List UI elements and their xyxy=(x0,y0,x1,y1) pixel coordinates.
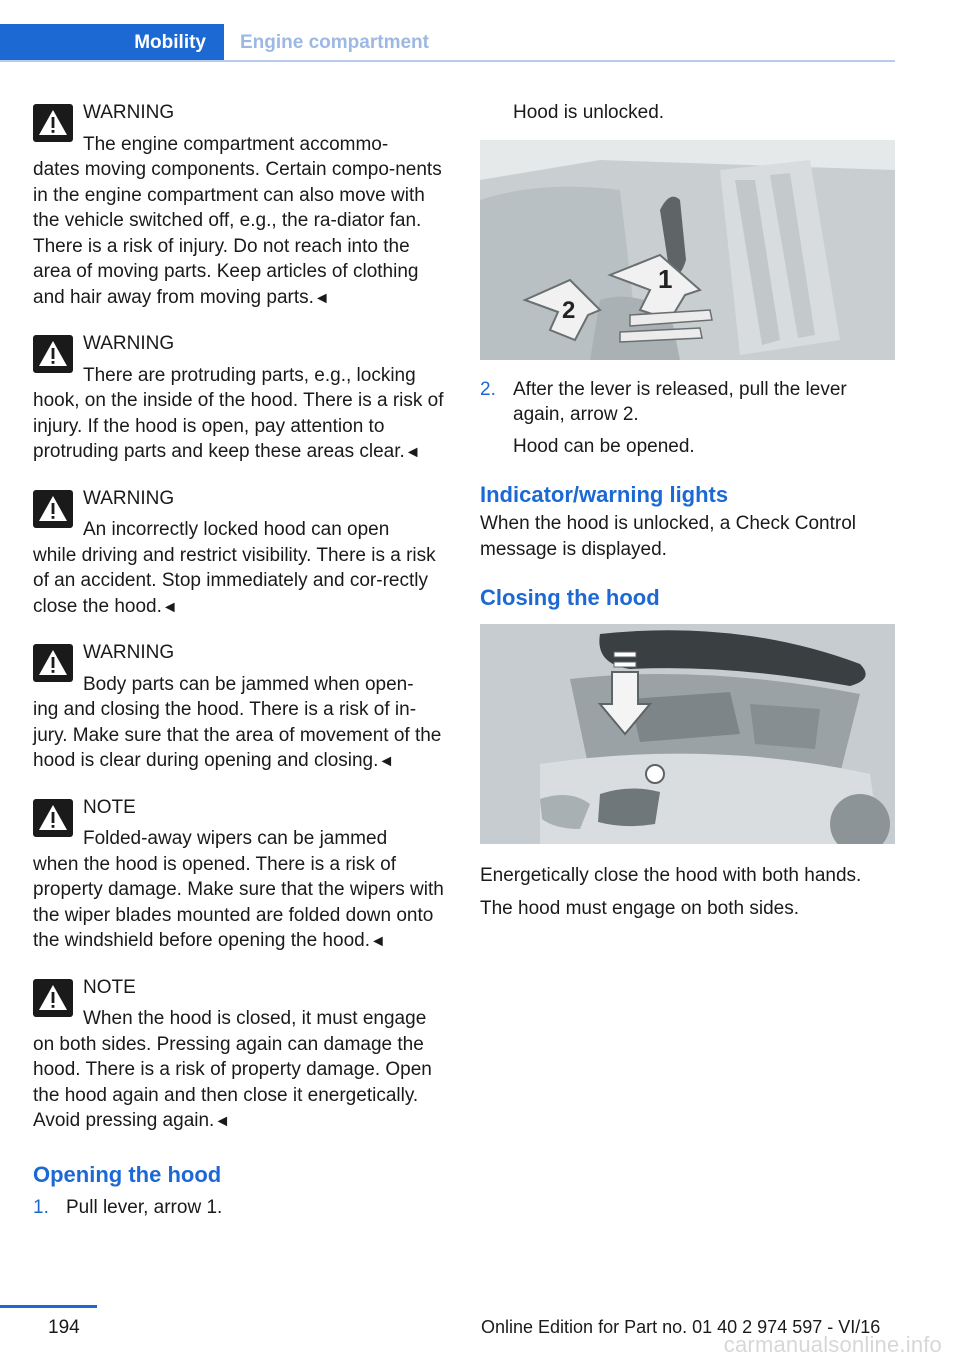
tab-engine-compartment-label: Engine compartment xyxy=(240,32,429,53)
step-2 xyxy=(480,377,896,428)
warning-first-line: The engine compartment accommo- xyxy=(83,133,389,155)
step-text: After the lever is released, pull the lever again, arrow 2. xyxy=(513,378,847,425)
warning-icon xyxy=(33,799,73,837)
closing-hood-figure xyxy=(480,624,895,844)
warning-block xyxy=(33,331,449,466)
closing-text-2: The hood must engage on both sides. xyxy=(480,897,800,919)
closing-heading: Closing the hood xyxy=(480,585,660,610)
warning-heading: WARNING xyxy=(83,642,175,663)
header-tabs xyxy=(0,24,895,62)
note-first-line: Folded-away wipers can be jammed xyxy=(83,828,388,849)
end-mark: ◄ xyxy=(378,753,395,770)
note-first-line: When the hood is closed, it must engage xyxy=(83,1008,427,1029)
step-number: 2. xyxy=(480,378,496,400)
warning-text: while driving and restrict visibility. There is a risk of an accident. Stop immediately and cor-rectly close the hood.◄ xyxy=(33,544,436,617)
warning-first-line: There are protruding parts, e.g., locking xyxy=(83,364,416,386)
indicator-text: When the hood is unlocked, a Check Control message is displayed. xyxy=(480,513,856,560)
tab-mobility-label: Mobility xyxy=(134,32,206,53)
end-mark: ◄ xyxy=(369,933,386,950)
left-column xyxy=(33,100,449,1220)
warning-icon xyxy=(33,644,73,682)
warning-heading: WARNING xyxy=(83,333,175,354)
hood-release-lever-figure xyxy=(480,140,895,360)
warning-block xyxy=(33,640,449,775)
indicator-heading: Indicator/warning lights xyxy=(480,482,729,507)
end-mark: ◄ xyxy=(161,598,178,616)
step-1 xyxy=(33,1195,449,1221)
note-heading: NOTE xyxy=(83,796,136,818)
edition-text: Online Edition for Part no. 01 40 2 974 597 - VI/16 xyxy=(481,1317,881,1337)
tab-engine-compartment[interactable] xyxy=(240,24,429,62)
end-mark: ◄ xyxy=(404,444,421,461)
warning-text: dates moving components. Certain compo-nents in the engine compartment can also move with the vehicle switched off, e.g., the ra-diator fan. There is a risk of injury. Do not reach into the area of moving parts. Keep articles of clothing and hair away from moving parts.◄ xyxy=(33,159,442,308)
warning-icon xyxy=(33,490,73,528)
footer-rule xyxy=(0,1305,97,1308)
warning-block xyxy=(33,486,449,621)
arrow-2-label: 2 xyxy=(562,296,576,324)
warning-icon xyxy=(33,979,73,1017)
end-mark: ◄ xyxy=(313,289,330,307)
warning-icon xyxy=(33,335,73,373)
step-text: Pull lever, arrow 1. xyxy=(66,1196,223,1218)
warning-icon xyxy=(33,104,73,142)
watermark: carmanualsonline.info xyxy=(723,1332,942,1357)
right-column xyxy=(480,100,896,921)
note-text: on both sides. Pressing again can damage the hood. There is a risk of property damage. Open the hood again and then close it energetically. Avoid pressing again.◄ xyxy=(33,1033,432,1131)
note-block xyxy=(33,975,449,1135)
step-2-result: Hood can be opened. xyxy=(513,435,695,457)
warning-text: hook, on the inside of the hood. There is a risk of injury. If the hood is open, pay attention to protruding parts and keep these areas clear.◄ xyxy=(33,390,444,462)
warning-first-line: An incorrectly locked hood can open xyxy=(83,519,390,540)
warning-text: ing and closing the hood. There is a risk of in-jury. Make sure that the area of movement of the hood is clear during opening and closing.◄ xyxy=(33,699,442,771)
header-rule xyxy=(0,60,895,62)
note-text: when the hood is opened. There is a risk of property damage. Make sure that the wipers with the wiper blades mounted are folded down onto the windshield before opening the hood.◄ xyxy=(33,853,444,951)
page-number: 194 xyxy=(48,1317,80,1338)
opening-heading: Opening the hood xyxy=(33,1161,222,1187)
arrow-1-label: 1 xyxy=(658,263,673,294)
warning-heading: WARNING xyxy=(83,102,175,123)
step-1-result: Hood is unlocked. xyxy=(513,102,665,123)
note-heading: NOTE xyxy=(83,976,136,998)
warning-first-line: Body parts can be jammed when open- xyxy=(83,673,414,695)
closing-text-1: Energetically close the hood with both hands. xyxy=(480,865,862,886)
warning-block xyxy=(33,100,449,311)
end-mark: ◄ xyxy=(214,1113,231,1130)
step-number: 1. xyxy=(33,1196,49,1218)
note-block xyxy=(33,795,449,955)
tab-mobility[interactable] xyxy=(0,24,224,62)
warning-heading: WARNING xyxy=(83,487,175,509)
